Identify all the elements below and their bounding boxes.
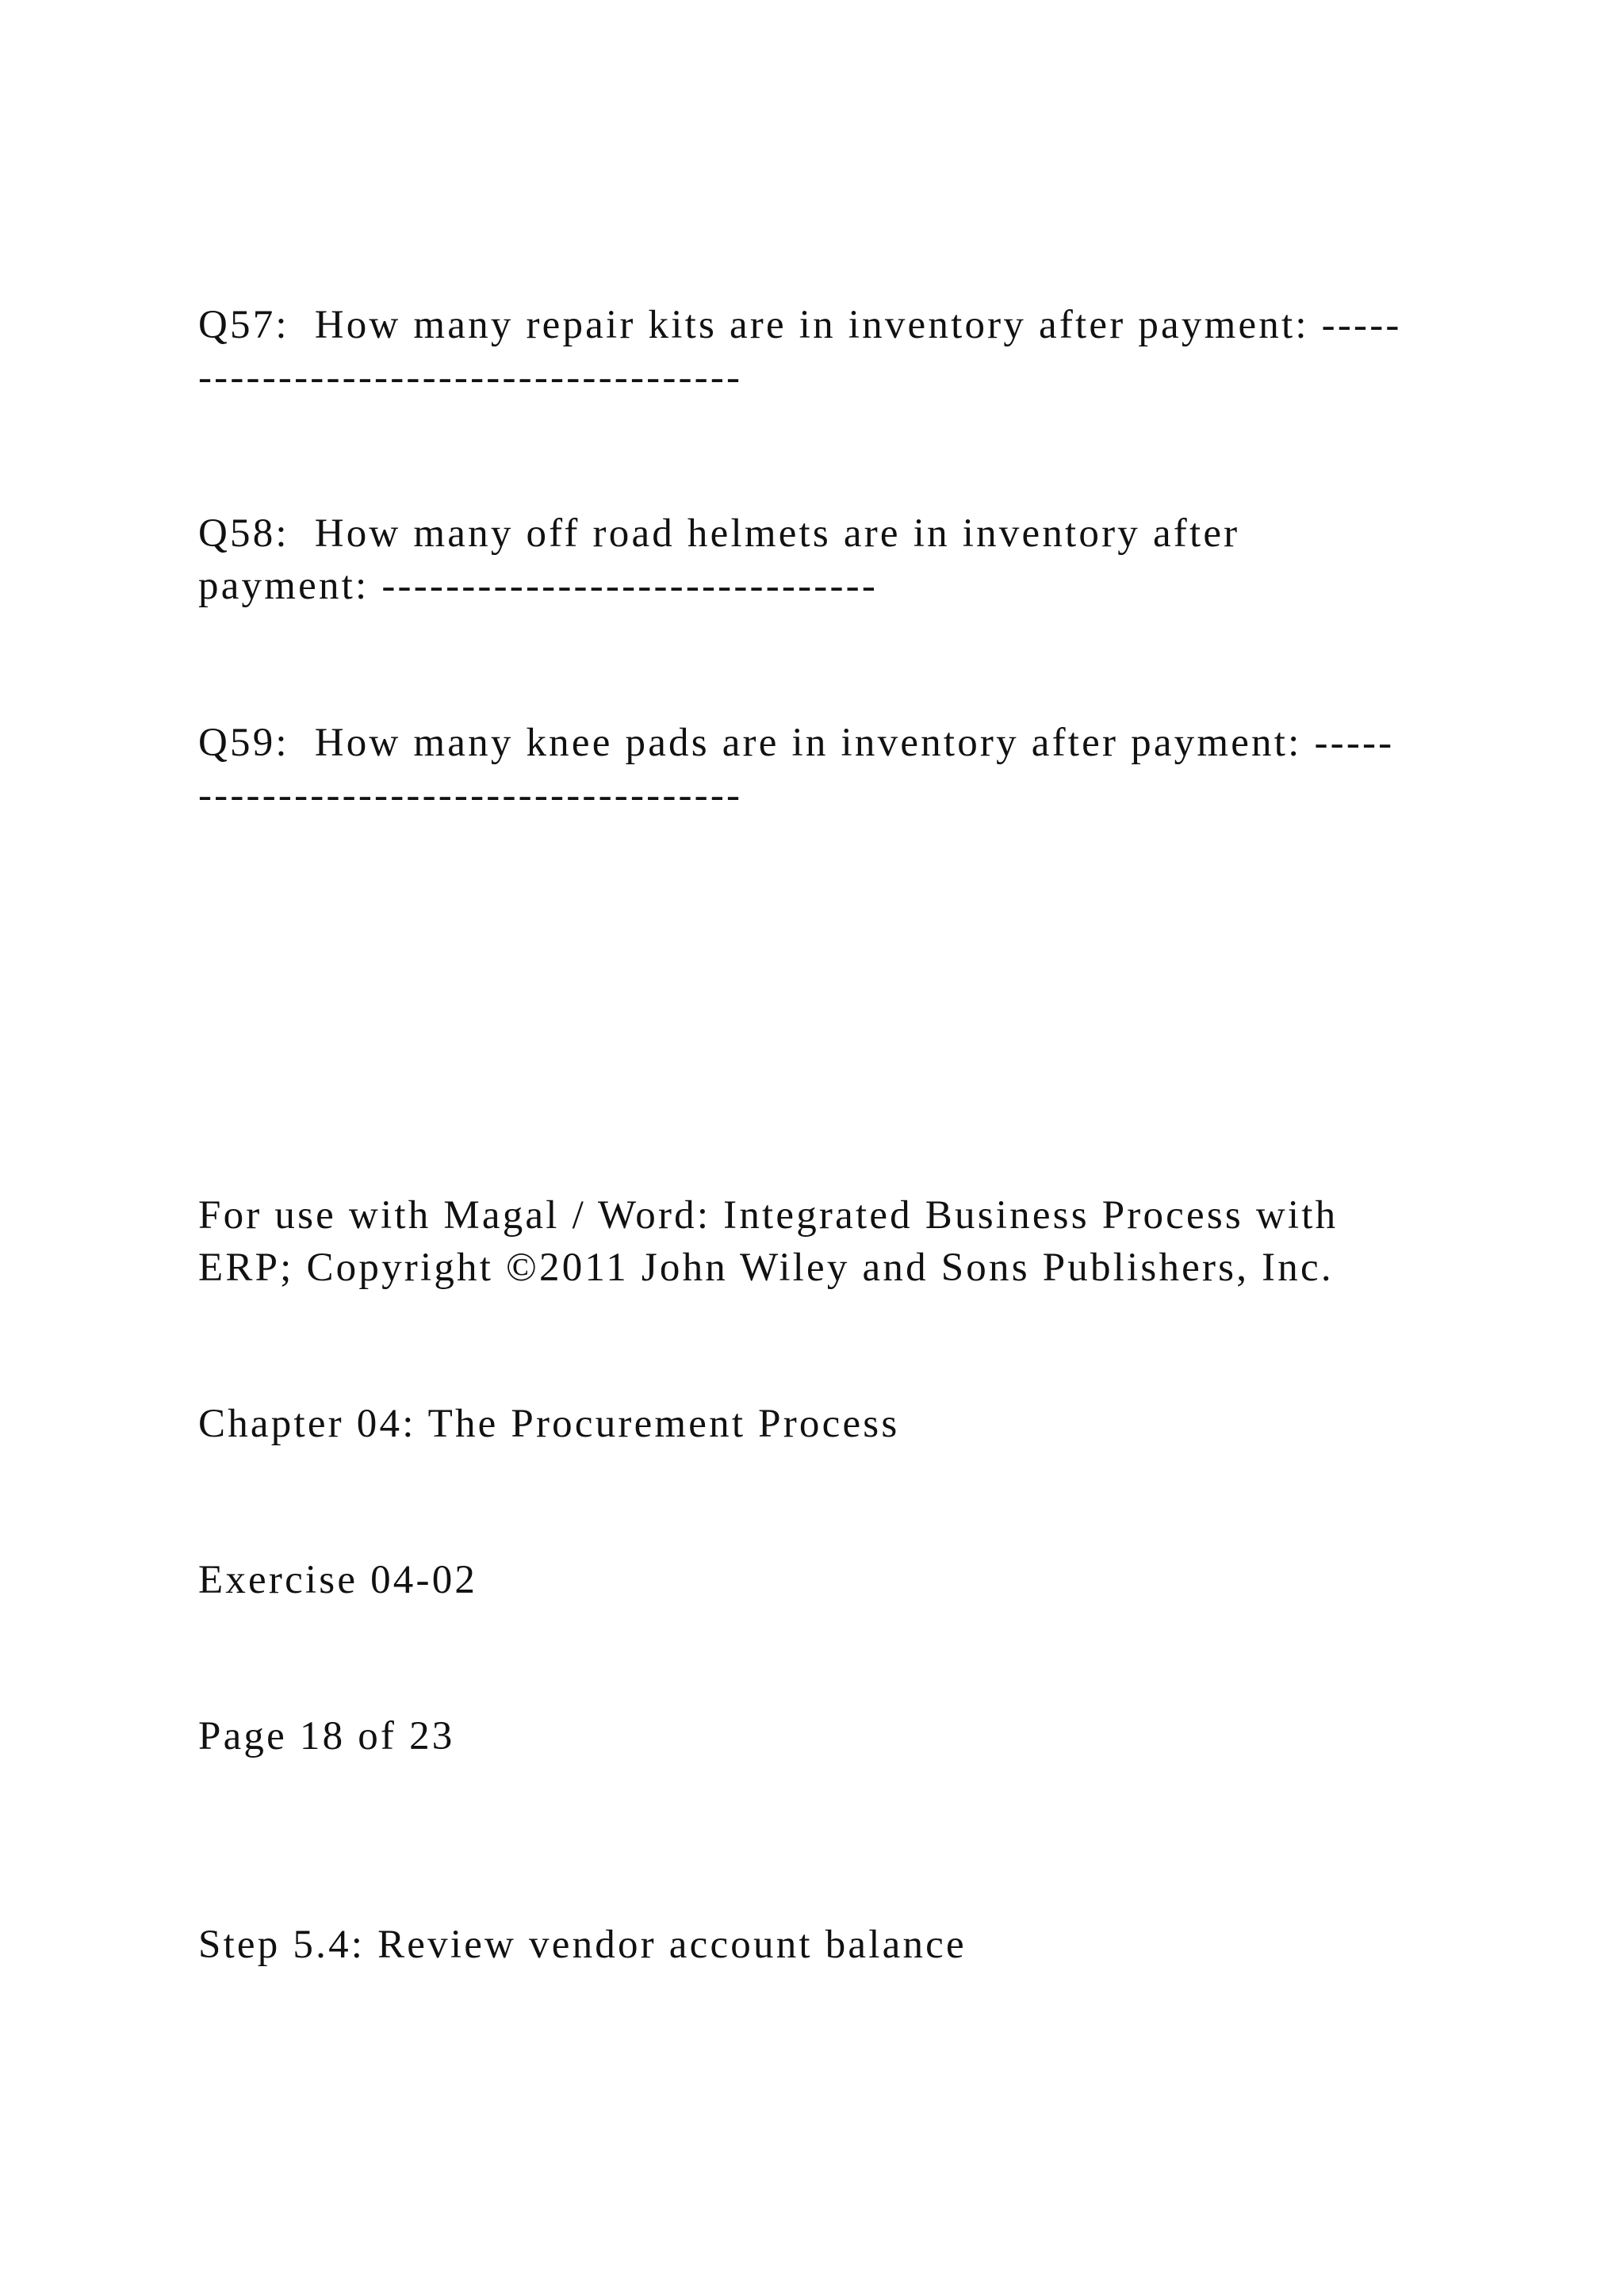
question-q58-text: Q58: How many off road helmets are in inventory after bbox=[198, 511, 1240, 556]
page-number: Page 18 of 23 bbox=[198, 1714, 455, 1758]
copyright-line-2: ERP; Copyright ©2011 John Wiley and Sons Publishers, Inc. bbox=[198, 1246, 1334, 1290]
question-q57-text: Q57: How many repair kits are in inventory after payment: ----- bbox=[198, 303, 1402, 347]
step-heading: Step 5.4: Review vendor account balance bbox=[198, 1923, 967, 1967]
question-q59-text: Q59: How many knee pads are in inventory after payment: ----- bbox=[198, 721, 1395, 765]
question-q58-answer-blank: payment: ------------------------------- bbox=[198, 564, 879, 608]
question-q57-answer-blank: ---------------------------------- bbox=[198, 355, 743, 400]
copyright-line-1: For use with Magal / Word: Integrated Business Process with bbox=[198, 1193, 1339, 1238]
exercise-label: Exercise 04-02 bbox=[198, 1558, 478, 1602]
question-q59-answer-blank: ---------------------------------- bbox=[198, 773, 743, 817]
chapter-title: Chapter 04: The Procurement Process bbox=[198, 1402, 900, 1446]
